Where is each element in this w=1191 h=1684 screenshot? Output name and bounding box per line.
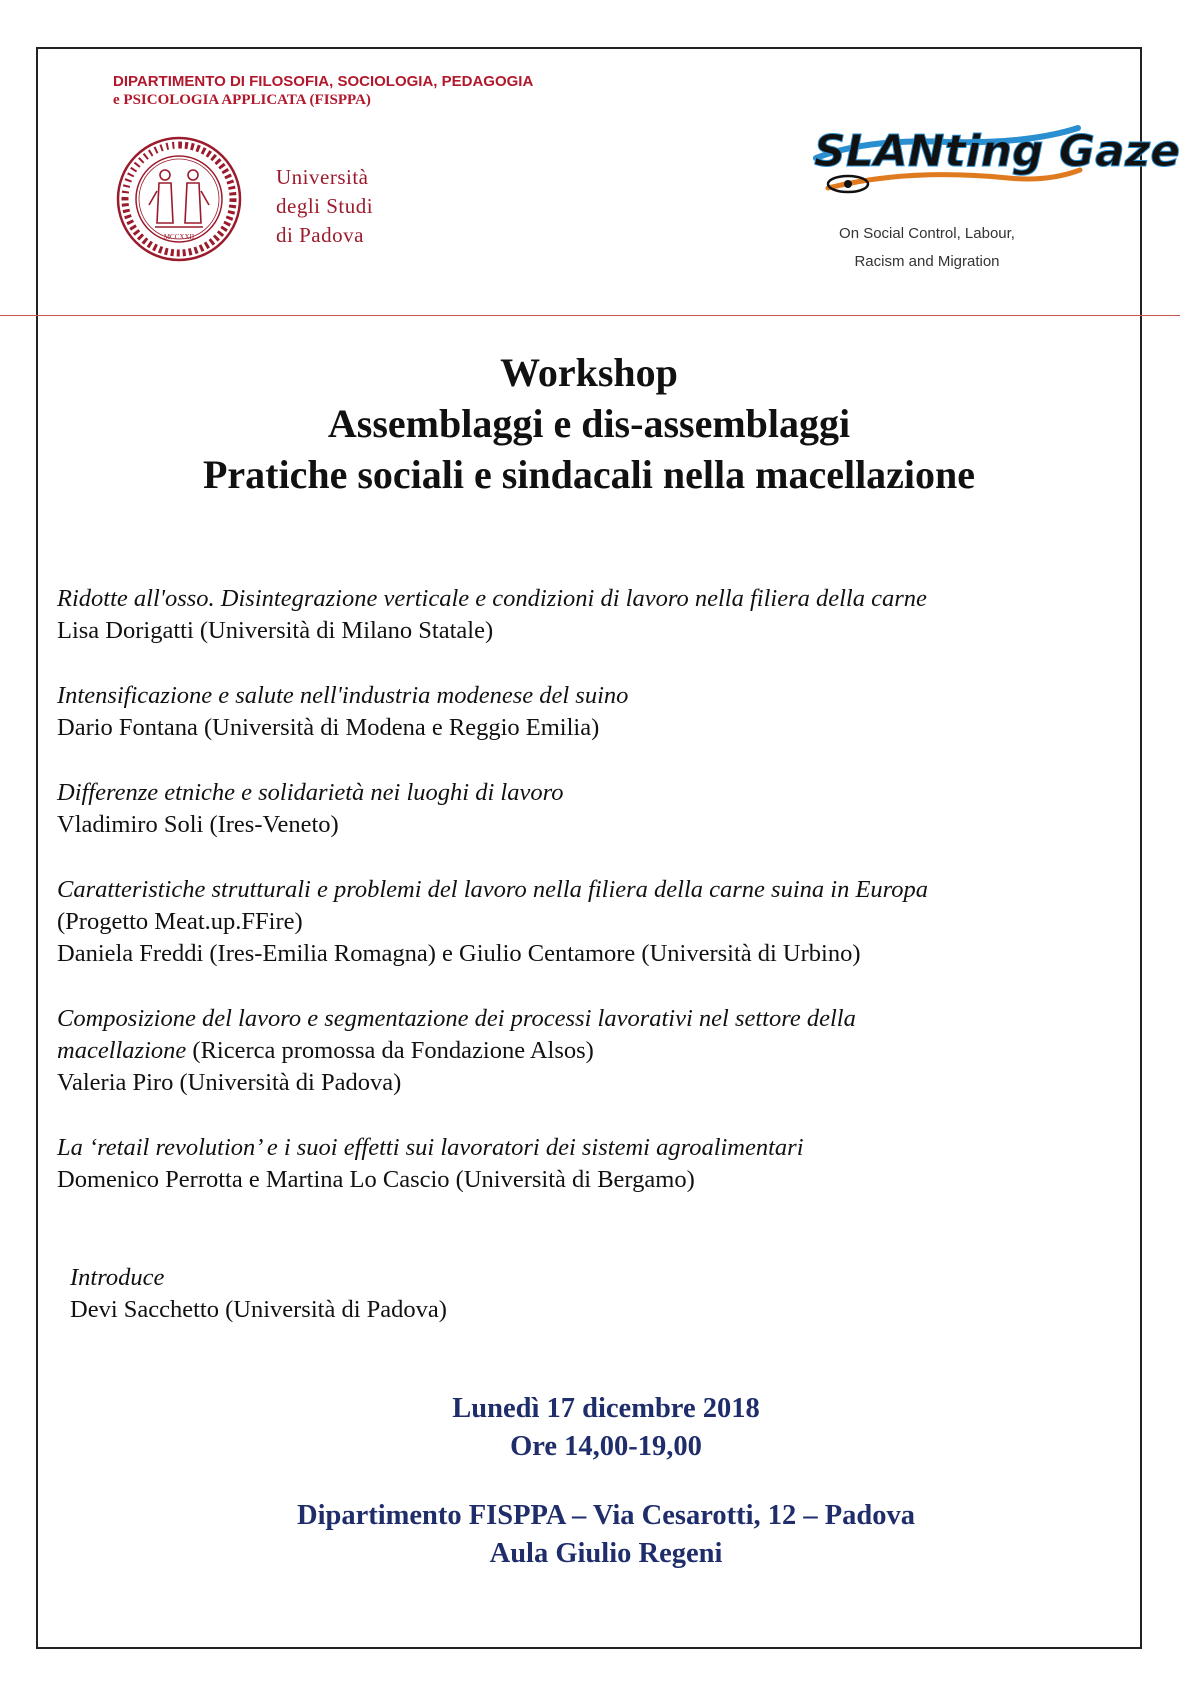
talk-item [57,1132,1127,1196]
talk-speaker: Domenico Perrotta e Martina Lo Cascio (Università di Bergamo) [57,1166,695,1193]
department-line-1: DIPARTIMENTO DI FILOSOFIA, SOCIOLOGIA, PEDAGOGIA [113,73,534,90]
talk-title-continued: macellazione [57,1037,187,1064]
talk-speaker: Lisa Dorigatti (Università di Milano Statale) [57,617,494,644]
talk-title: Composizione del lavoro e segmentazione dei processi lavorativi nel settore della [57,1005,856,1032]
slanting-subtitle-line-2: Racism and Migration [854,253,1000,270]
department-heading [113,72,533,110]
seal-year: MCCXXII [163,233,195,241]
university-line-1: Università [276,165,369,189]
workshop-title [36,347,1142,500]
talk-speaker: Dario Fontana (Università di Modena e Reggio Emilia) [57,714,600,741]
slanting-logo-text: SLANting Gaze [814,126,1181,177]
talk-title: Ridotte all'osso. Disintegrazione verticale e condizioni di lavoro nella filiera della carne [57,585,927,612]
event-time: Ore 14,00-19,00 [510,1431,702,1462]
talk-note: (Progetto Meat.up.FFire) [57,908,303,935]
event-location [36,1497,1176,1573]
university-seal-logo [115,135,243,263]
university-line-3: di Padova [276,223,364,247]
university-name [276,163,373,250]
talk-title: Intensificazione e salute nell'industria modenese del suino [57,682,629,709]
introduction [70,1262,447,1326]
event-datetime [36,1390,1176,1466]
intro-speaker: Devi Sacchetto (Università di Padova) [70,1296,447,1323]
title-line-2: Assemblaggi e dis-assemblaggi [327,401,851,446]
slanting-subtitle-line-1: On Social Control, Labour, [839,225,1015,242]
title-line-3: Pratiche sociali e sindacali nella macellazione [202,452,976,497]
talk-title: Differenze etniche e solidarietà nei luoghi di lavoro [57,779,564,806]
talk-speaker: Vladimiro Soli (Ires-Veneto) [57,811,339,838]
talk-list [57,583,1127,1229]
talk-speaker: Daniela Freddi (Ires-Emilia Romagna) e Giulio Centamore (Università di Urbino) [57,940,861,967]
slanting-gaze-logo [808,118,1181,208]
talk-item [57,583,1127,647]
event-place: Dipartimento FISPPA – Via Cesarotti, 12 – Padova [297,1500,915,1531]
talk-item [57,777,1127,841]
university-line-2: degli Studi [276,194,374,218]
slanting-subtitle [812,220,1042,276]
talk-note: (Ricerca promossa da Fondazione Alsos) [192,1037,594,1064]
talk-title: Caratteristiche strutturali e problemi del lavoro nella filiera della carne suina in Europa [57,876,929,903]
talk-item [57,874,1127,970]
talk-speaker: Valeria Piro (Università di Padova) [57,1069,402,1096]
talk-title: La ‘retail revolution’ e i suoi effetti sui lavoratori dei sistemi agroalimentari [57,1134,804,1161]
talk-item [57,680,1127,744]
title-line-1: Workshop [500,350,678,395]
header-divider [0,315,1180,316]
talk-item [57,1003,1127,1099]
intro-label: Introduce [70,1264,165,1291]
event-date: Lunedì 17 dicembre 2018 [452,1393,760,1424]
event-room: Aula Giulio Regeni [489,1538,723,1569]
department-line-2: e PSICOLOGIA APPLICATA (FISPPA) [113,92,371,108]
